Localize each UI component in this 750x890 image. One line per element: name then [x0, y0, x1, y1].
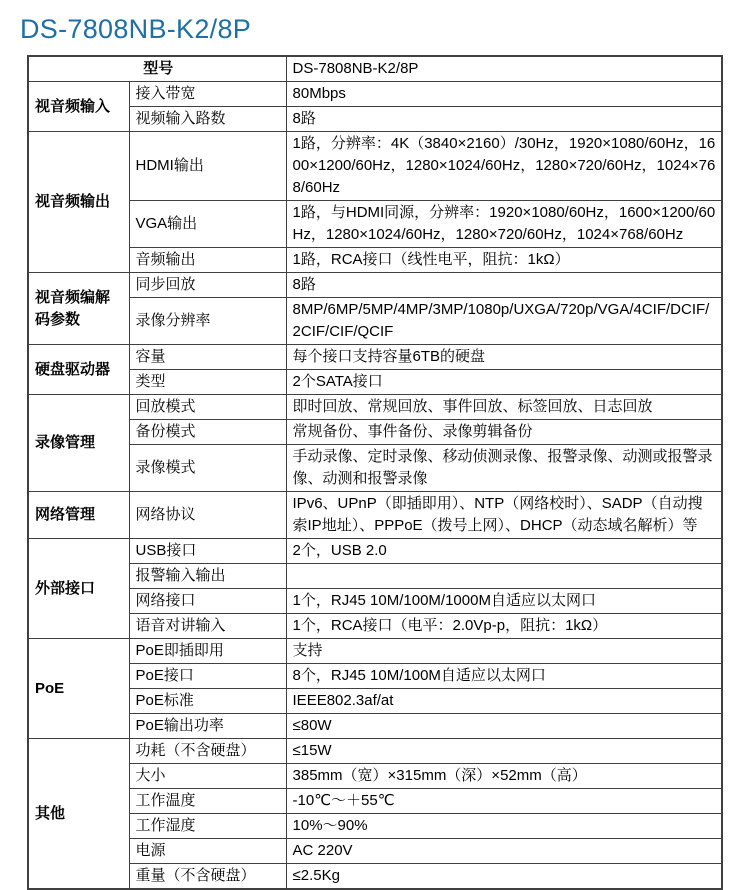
- value-cell: [286, 564, 722, 589]
- param-cell: 备份模式: [129, 420, 286, 445]
- category-cell: 网络管理: [28, 492, 129, 539]
- spec-row: [28, 539, 722, 564]
- spec-row: [28, 248, 722, 273]
- value-cell: AC 220V: [286, 839, 722, 864]
- spec-table-body: [28, 56, 722, 889]
- param-cell: 网络接口: [129, 589, 286, 614]
- spec-row: [28, 132, 722, 201]
- param-cell: 功耗（不含硬盘）: [129, 739, 286, 764]
- param-cell: 同步回放: [129, 273, 286, 298]
- category-cell: 硬盘驱动器: [28, 345, 129, 395]
- spec-row: [28, 420, 722, 445]
- param-cell: PoE接口: [129, 664, 286, 689]
- param-cell: 音频输出: [129, 248, 286, 273]
- spec-row: [28, 789, 722, 814]
- value-cell: -10℃～＋55℃: [286, 789, 722, 814]
- spec-row: [28, 589, 722, 614]
- category-cell: 外部接口: [28, 539, 129, 639]
- value-cell: 8MP/6MP/5MP/4MP/3MP/1080p/UXGA/720p/VGA/4CIF/DCIF/2CIF/CIF/QCIF: [286, 298, 722, 345]
- value-cell: 手动录像、定时录像、移动侦测录像、报警录像、动测或报警录像、动测和报警录像: [286, 445, 722, 492]
- category-cell: 视音频输出: [28, 132, 129, 273]
- value-cell: IEEE802.3af/at: [286, 689, 722, 714]
- value-cell: IPv6、UPnP（即插即用）、NTP（网络校时）、SADP（自动搜索IP地址）、PPPoE（拨号上网）、DHCP（动态域名解析）等: [286, 492, 722, 539]
- spec-row: [28, 764, 722, 789]
- param-cell: 录像模式: [129, 445, 286, 492]
- spec-row: [28, 273, 722, 298]
- category-cell: 视音频输入: [28, 82, 129, 132]
- spec-row: [28, 298, 722, 345]
- param-cell: USB接口: [129, 539, 286, 564]
- category-cell: 视音频编解码参数: [28, 273, 129, 345]
- value-cell: 385mm（宽）×315mm（深）×52mm（高）: [286, 764, 722, 789]
- param-cell: 大小: [129, 764, 286, 789]
- page-title: DS-7808NB-K2/8P: [20, 14, 252, 44]
- value-cell: 1路，分辨率：4K（3840×2160）/30Hz，1920×1080/60Hz，1600×1200/60Hz，1280×1024/60Hz，1280×720/60Hz，1024×768/60Hz: [286, 132, 722, 201]
- value-cell: 支持: [286, 639, 722, 664]
- value-cell: 2个SATA接口: [286, 370, 722, 395]
- spec-row: [28, 814, 722, 839]
- spec-row: [28, 689, 722, 714]
- param-cell: 语音对讲输入: [129, 614, 286, 639]
- param-cell: PoE标准: [129, 689, 286, 714]
- spec-row: [28, 839, 722, 864]
- spec-header-row: [28, 56, 722, 82]
- value-cell: 8路: [286, 107, 722, 132]
- spec-row: [28, 201, 722, 248]
- param-cell: HDMI输出: [129, 132, 286, 201]
- value-cell: 常规备份、事件备份、录像剪辑备份: [286, 420, 722, 445]
- value-cell: 每个接口支持容量6TB的硬盘: [286, 345, 722, 370]
- value-cell: 10%～90%: [286, 814, 722, 839]
- category-cell: PoE: [28, 639, 129, 739]
- category-cell: 录像管理: [28, 395, 129, 492]
- spec-row: [28, 739, 722, 764]
- param-cell: 类型: [129, 370, 286, 395]
- model-label-cell: 型号: [28, 56, 286, 82]
- value-cell: 1个，RJ45 10M/100M/1000M自适应以太网口: [286, 589, 722, 614]
- spec-row: [28, 492, 722, 539]
- param-cell: 网络协议: [129, 492, 286, 539]
- value-cell: ≤2.5Kg: [286, 864, 722, 890]
- spec-row: [28, 82, 722, 107]
- param-cell: 接入带宽: [129, 82, 286, 107]
- spec-row: [28, 639, 722, 664]
- param-cell: 视频输入路数: [129, 107, 286, 132]
- spec-row: [28, 395, 722, 420]
- param-cell: 容量: [129, 345, 286, 370]
- param-cell: 电源: [129, 839, 286, 864]
- spec-row: [28, 345, 722, 370]
- param-cell: PoE即插即用: [129, 639, 286, 664]
- value-cell: 即时回放、常规回放、事件回放、标签回放、日志回放: [286, 395, 722, 420]
- value-cell: 1路，RCA接口（线性电平，阻抗：1kΩ）: [286, 248, 722, 273]
- param-cell: 工作温度: [129, 789, 286, 814]
- value-cell: 8个，RJ45 10M/100M自适应以太网口: [286, 664, 722, 689]
- spec-sheet-page: [0, 13, 750, 884]
- model-value-cell: DS-7808NB-K2/8P: [286, 56, 722, 82]
- value-cell: ≤80W: [286, 714, 722, 739]
- category-cell: 其他: [28, 739, 129, 890]
- param-cell: PoE输出功率: [129, 714, 286, 739]
- value-cell: 1个，RCA接口（电平：2.0Vp-p，阻抗：1kΩ）: [286, 614, 722, 639]
- spec-row: [28, 107, 722, 132]
- param-cell: 回放模式: [129, 395, 286, 420]
- spec-row: [28, 445, 722, 492]
- param-cell: 报警输入输出: [129, 564, 286, 589]
- value-cell: 1路，与HDMI同源，分辨率：1920×1080/60Hz，1600×1200/60Hz，1280×1024/60Hz，1280×720/60Hz，1024×768/60Hz: [286, 201, 722, 248]
- spec-row: [28, 564, 722, 589]
- spec-row: [28, 614, 722, 639]
- spec-row: [28, 370, 722, 395]
- param-cell: 工作湿度: [129, 814, 286, 839]
- spec-row: [28, 864, 722, 890]
- value-cell: 8路: [286, 273, 722, 298]
- param-cell: VGA输出: [129, 201, 286, 248]
- param-cell: 录像分辨率: [129, 298, 286, 345]
- param-cell: 重量（不含硬盘）: [129, 864, 286, 890]
- value-cell: ≤15W: [286, 739, 722, 764]
- spec-row: [28, 664, 722, 689]
- value-cell: 80Mbps: [286, 82, 722, 107]
- spec-row: [28, 714, 722, 739]
- value-cell: 2个，USB 2.0: [286, 539, 722, 564]
- spec-table: [27, 55, 723, 890]
